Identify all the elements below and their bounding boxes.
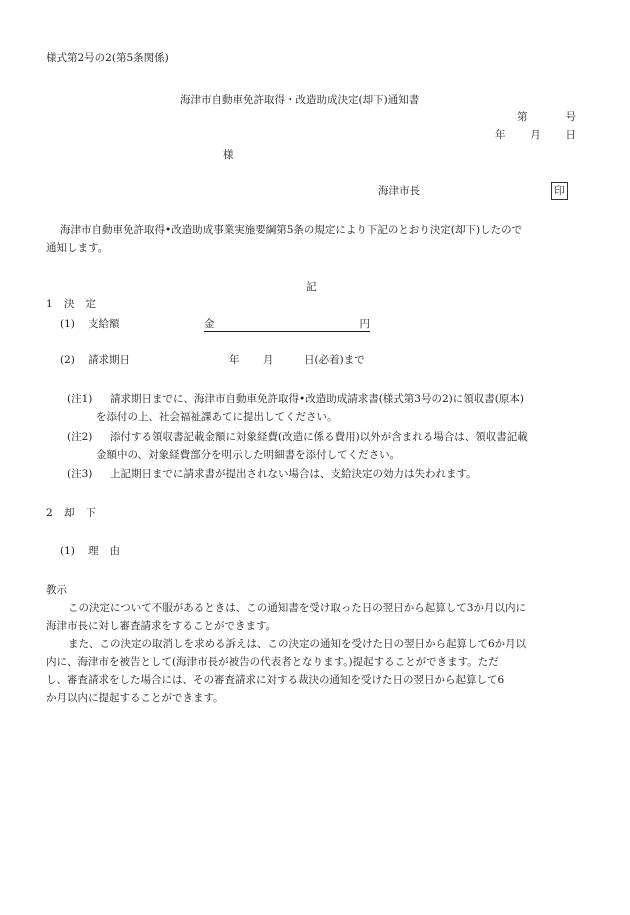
item-1-1-number: (1) <box>60 318 75 330</box>
item-2-1-number: (1) <box>60 545 75 557</box>
note-1-label: (注1) <box>67 393 93 405</box>
section-1-heading-char-2: 定 <box>85 298 96 310</box>
section-1-heading-char-1: 決 <box>64 298 75 310</box>
issuer-name: 海津市長 <box>378 185 420 197</box>
deadline-year: 年 <box>229 354 240 366</box>
body-text-line-2: 通知します。 <box>46 242 109 254</box>
date-day: 日 <box>565 129 576 141</box>
reason-label-char-1: 理 <box>88 545 99 557</box>
date-year: 年 <box>495 129 506 141</box>
claim-deadline-label: 請求期日 <box>88 354 130 366</box>
reason-label <box>88 544 120 558</box>
note-2-line-1: 添付する領収書記載金額に対象経費(改造に係る費用)以外が含まれる場合は、領収書記載 <box>110 431 528 443</box>
deadline-month: 月 <box>263 354 274 366</box>
section-1-heading <box>64 297 96 311</box>
official-seal-box: 印 <box>551 182 568 200</box>
body-text-line-1: 海津市自動車免許取得•改造助成事業実施要綱第5条の規定により下記のとおり決定(却下)したので <box>60 224 523 236</box>
section-2-heading <box>64 506 96 520</box>
instruction-line-5: し、審査請求をした場合には、その審査請求に対する裁決の通知を受けた日の翌日から起算して6 <box>46 674 505 686</box>
ki-heading: 記 <box>306 281 317 293</box>
section-1-number: 1 <box>46 298 53 310</box>
number-suffix: 号 <box>565 111 576 123</box>
form-reference: 様式第2号の2(第5条関係) <box>46 52 169 64</box>
note-2-label: (注2) <box>67 431 93 443</box>
note-1-line-1: 請求期日までに、海津市自動車免許取得•改造助成請求書(様式第3号の2)に領収書(原本) <box>110 393 524 405</box>
note-1-line-2: を添付の上、社会福祉課あてに提出してください。 <box>96 411 338 423</box>
instruction-line-1: この決定について不服があるときは、この通知書を受け取った日の翌日から起算して3か月以内に <box>68 602 526 614</box>
document-title: 海津市自動車免許取得・改造助成決定(却下)通知書 <box>180 94 420 106</box>
item-1-2-number: (2) <box>60 354 75 366</box>
note-3-line-1: 上記期日までに請求書が提出されない場合は、支給決定の効力は失われます。 <box>110 468 477 480</box>
instruction-line-6: か月以内に提起することができます。 <box>46 692 224 704</box>
amount-prefix: 金 <box>204 318 215 330</box>
document-number-line <box>517 110 576 124</box>
note-3-label: (注3) <box>67 468 93 480</box>
date-month: 月 <box>530 129 541 141</box>
section-2-heading-char-1: 却 <box>64 507 75 519</box>
amount-suffix: 円 <box>359 318 370 330</box>
instruction-line-2: 海津市長に対し審査請求をすることができます。 <box>46 620 277 632</box>
deadline-day: 日(必着)まで <box>304 354 365 366</box>
number-prefix: 第 <box>517 111 528 123</box>
instruction-heading: 教示 <box>46 584 67 596</box>
payment-amount-field <box>204 317 370 332</box>
issue-date-line <box>495 128 576 142</box>
section-2-heading-char-2: 下 <box>85 507 96 519</box>
reason-label-char-2: 由 <box>109 545 120 557</box>
instruction-line-4: 内に、海津市を被告として(海津市長が被告の代表者となります。)提起することができます。ただ <box>46 656 499 668</box>
instruction-line-3: また、この決定の取消しを求める訴えは、この決定の通知を受けた日の翌日から起算して6か月以 <box>68 638 527 650</box>
payment-amount-label: 支給額 <box>88 318 120 330</box>
recipient-suffix: 様 <box>223 149 234 161</box>
note-2-line-2: 金額中の、対象経費部分を明示した明細書を添付してください。 <box>96 449 401 461</box>
section-2-number: 2 <box>46 507 53 519</box>
